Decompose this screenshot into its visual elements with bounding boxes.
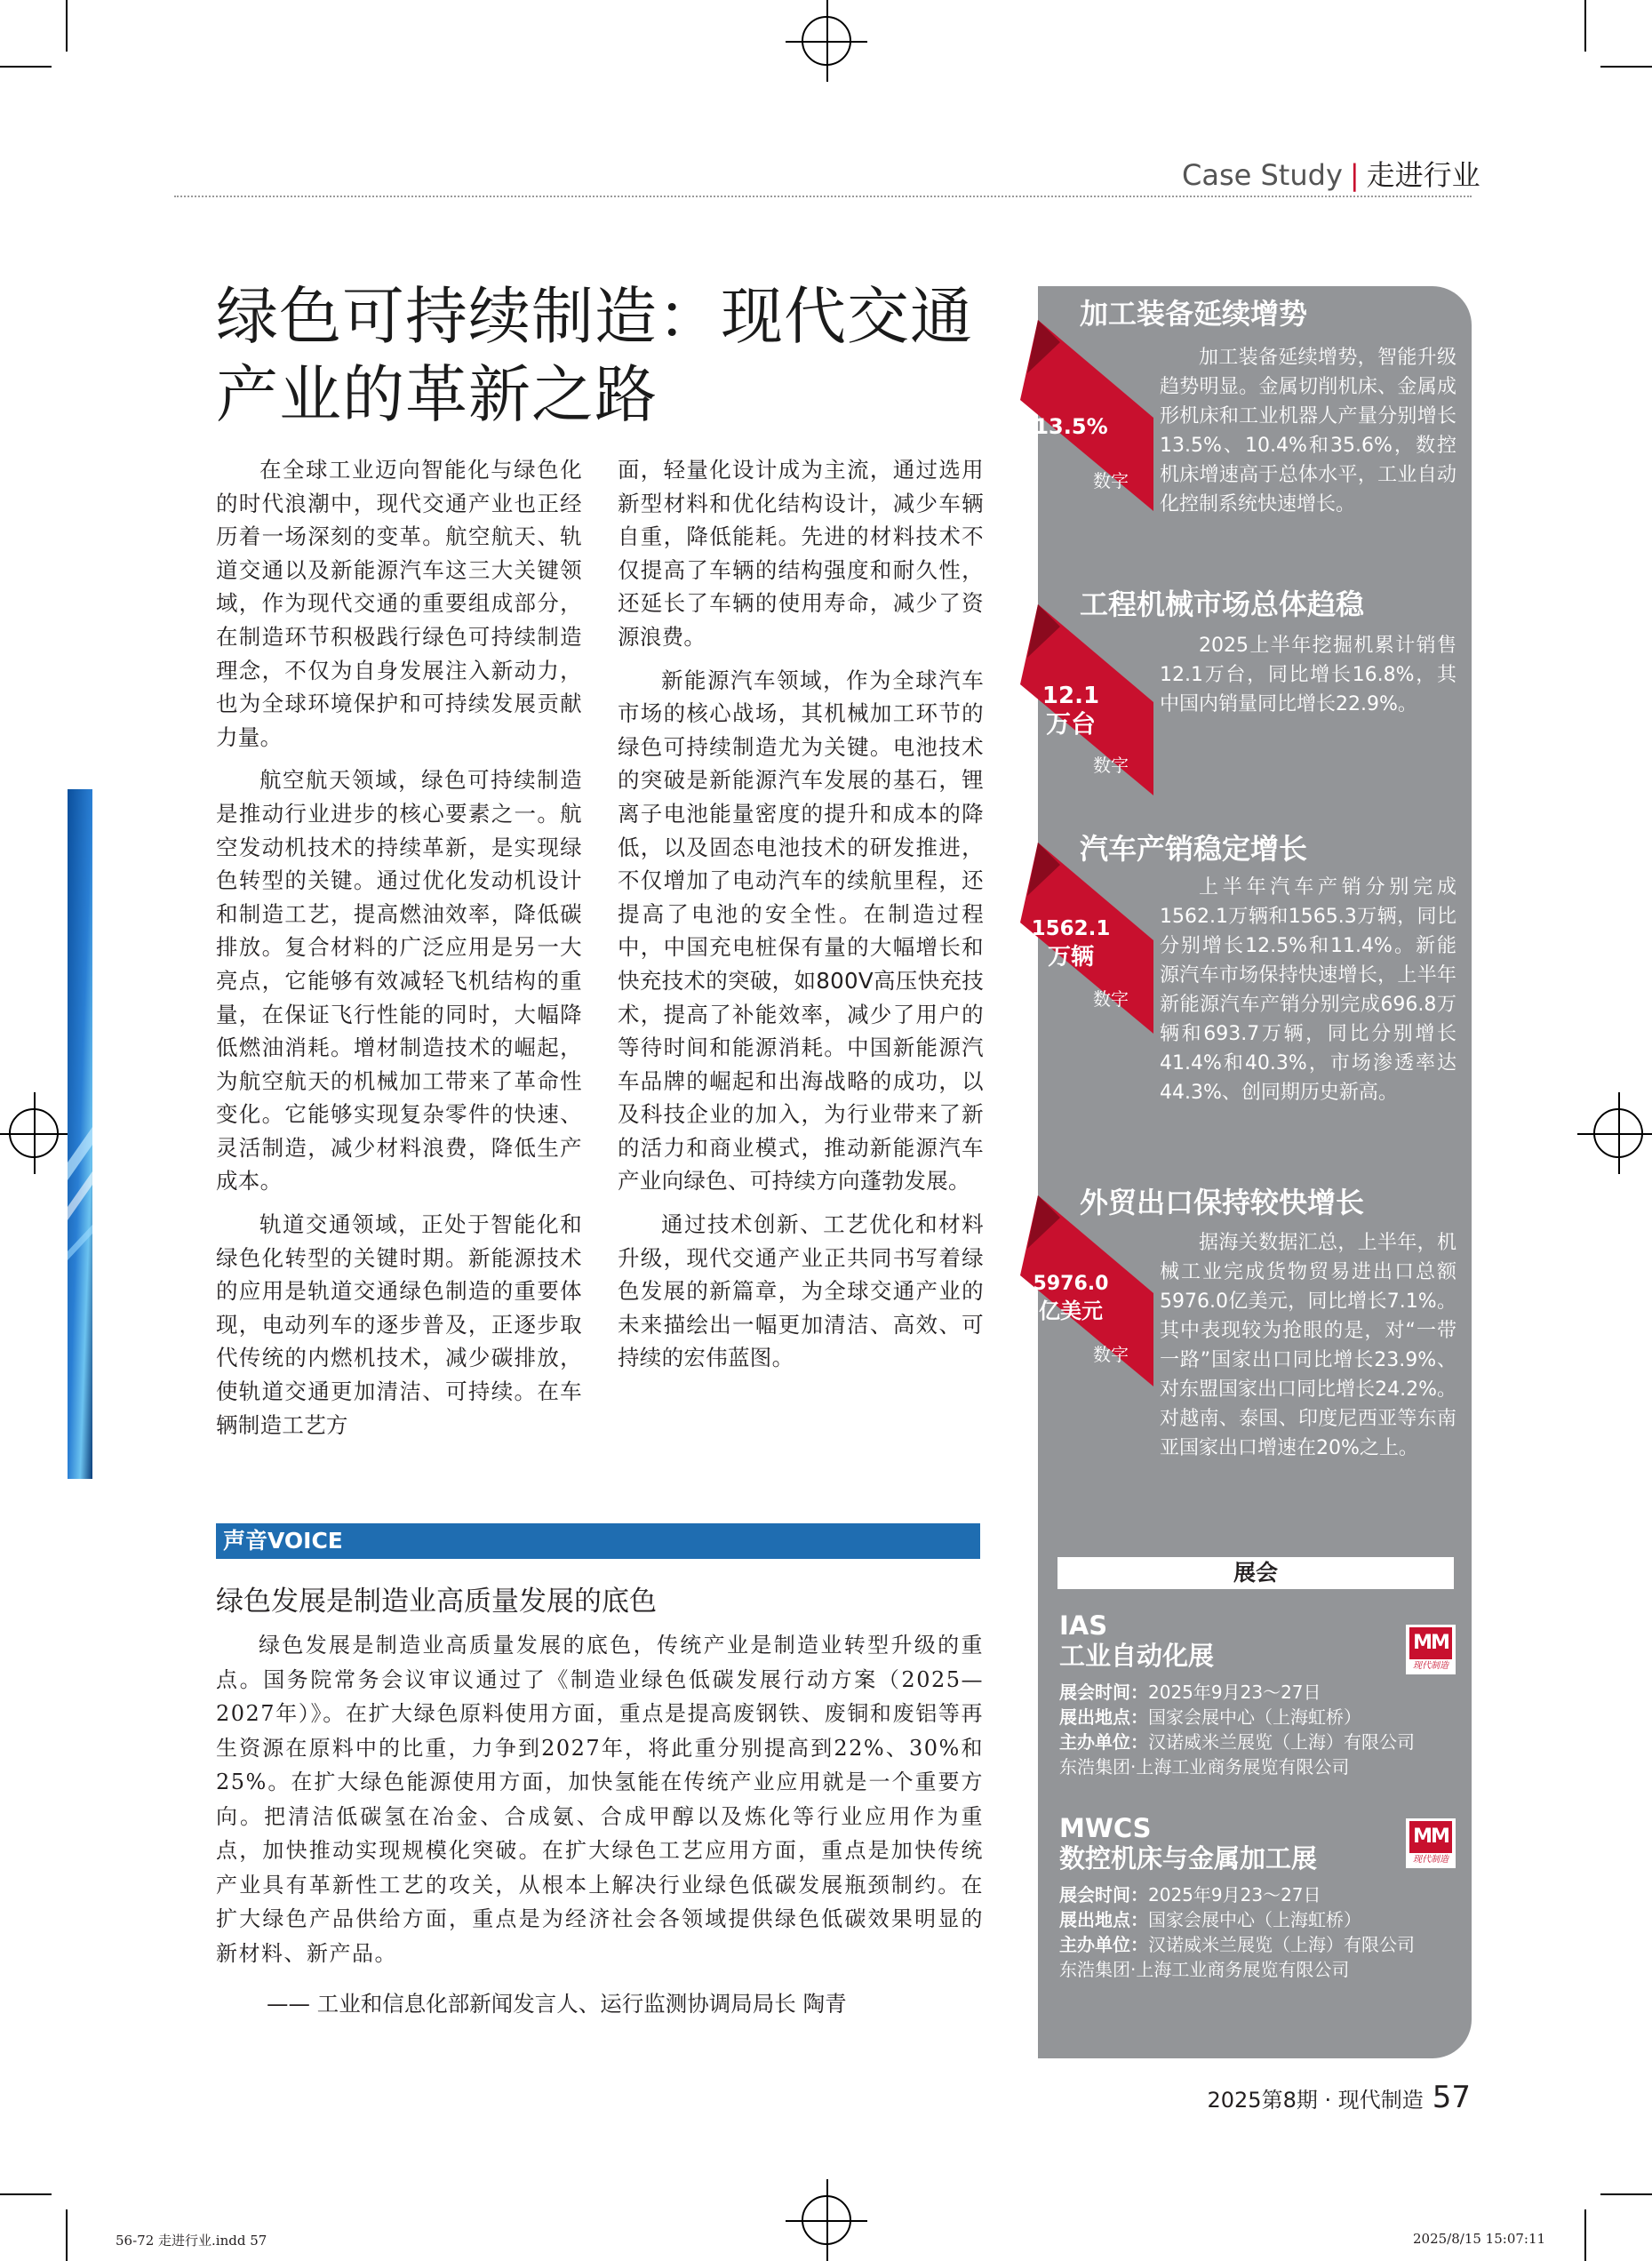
label: 展出地点：	[1059, 1909, 1148, 1930]
voice-label-bar: 声音VOICE	[216, 1523, 980, 1559]
badge-label: 数字	[1093, 1344, 1129, 1365]
registration-mark	[802, 2195, 851, 2245]
sidebar-paragraph: 2025上半年挖掘机累计销售12.1万台，同比增长16.8%，其中国内销量同比增长22.9%。	[1160, 635, 1456, 715]
sidebar-heading: 加工装备延续增势	[1080, 297, 1308, 331]
expo-name: 数控机床与金属加工展	[1059, 1843, 1318, 1874]
label: 主办单位：	[1059, 1934, 1148, 1955]
expo-abbr: MWCS	[1059, 1813, 1152, 1843]
case-study-label: Case Study	[1182, 158, 1343, 192]
expo-venue	[1059, 1705, 1459, 1730]
label: 展会时间：	[1059, 1884, 1148, 1905]
quote-paragraph: 绿色发展是制造业高质量发展的底色，传统产业是制造业转型升级的重点。国务院常务会议审议通过了《制造业绿色低碳发展行动方案（2025—2027年）》。在扩大绿色原料使用方面，重点是提高废钢铁、废铜和废铝等再生资源在原料中的比重，力争到2027年，将此重分别提高到22%、30%和25%。在扩大绿色能源使用方面，加快氢能在传统产业应用就是一个重要方向。把清洁低碳氢在冶金、合成氨、合成甲醇以及炼化等行业应用作为重点，加快推动实现规模化突破。在扩大绿色工艺应用方面，重点是加快传统产业具有革新性工艺的攻关，从根本上解决行业绿色低碳发展瓶颈制约。在扩大绿色产品供给方面，重点是为经济社会各领域提供绿色低碳效果明显的新材料、新产品。	[216, 1633, 984, 1966]
logo-mark: MM	[1409, 1627, 1452, 1659]
expo-organizer	[1059, 1932, 1459, 1957]
sidebar-heading: 汽车产销稳定增长	[1080, 832, 1308, 866]
title-line-1: 绿色可持续制造：现代交通	[216, 280, 973, 353]
value: 2025年9月23～27日	[1148, 1884, 1321, 1905]
mm-logo-icon	[1406, 1818, 1456, 1868]
issue-label: 2025第8期 · 现代制造	[1207, 2088, 1424, 2113]
page-number: 57	[1432, 2080, 1471, 2115]
label: 主办单位：	[1059, 1731, 1148, 1753]
badge-label: 数字	[1093, 470, 1129, 491]
print-slug-file: 56-72 走进行业.indd 57	[116, 2233, 267, 2249]
sidebar-text	[1160, 873, 1456, 1107]
header-dotted-rule	[174, 196, 1472, 197]
logo-subtitle: 现代制造	[1413, 1855, 1448, 1865]
paragraph: 通过技术创新、工艺优化和材料升级，现代交通产业正共同书写着绿色发展的新篇章，为全球交通产业的未来描绘出一幅更加清洁、高效、可持续的宏伟蓝图。	[618, 1211, 984, 1371]
value: 国家会展中心（上海虹桥）	[1148, 1706, 1361, 1728]
article-column-1	[216, 453, 582, 1451]
paragraph: 轨道交通领域，正处于智能化和绿色化转型的关键时期。新能源技术的应用是轨道交通绿色制造的重要体现，电动列车的逐步普及，正逐步取代传统的内燃机技术，减少碳排放，使轨道交通更加清洁、可持续。在车辆制造工艺方	[216, 1211, 582, 1438]
header-divider: |	[1349, 158, 1360, 192]
paragraph: 面，轻量化设计成为主流，通过选用新型材料和优化结构设计，减少车辆自重，降低能耗。先进的材料技术不仅提高了车辆的结构强度和耐久性，还延长了车辆的使用寿命，减少了资源浪费。	[618, 457, 984, 650]
logo-mark: MM	[1409, 1821, 1452, 1853]
expo-organizer-2: 东浩集团·上海工业商务展览有限公司	[1059, 1959, 1350, 1980]
section-header	[1182, 153, 1480, 196]
sidebar-text	[1160, 343, 1456, 519]
voice-source: —— 工业和信息化部新闻发言人、运行监测协调局局长 陶青	[267, 1991, 847, 2017]
crop-mark	[1584, 2209, 1586, 2261]
section-label: 走进行业	[1366, 158, 1480, 192]
badge-label: 数字	[1093, 755, 1129, 776]
value: 国家会展中心（上海虹桥）	[1148, 1909, 1361, 1930]
label: 展会时间：	[1059, 1682, 1148, 1703]
badge-unit: 万台	[1045, 709, 1096, 739]
crop-mark	[66, 2209, 68, 2261]
expo-venue	[1059, 1907, 1459, 1932]
expo-organizer	[1059, 1730, 1459, 1754]
badge-label: 数字	[1093, 988, 1129, 1010]
value: 汉诺威米兰展览（上海）有限公司	[1148, 1934, 1415, 1955]
expo-name: 工业自动化展	[1059, 1641, 1215, 1671]
expo-time	[1059, 1882, 1459, 1907]
registration-mark	[1593, 1108, 1643, 1158]
expo-abbr: IAS	[1059, 1610, 1108, 1641]
value: 2025年9月23～27日	[1148, 1682, 1321, 1703]
badge-value: 1562.1	[1031, 917, 1111, 940]
badge-unit: 亿美元	[1039, 1298, 1103, 1323]
sidebar-heading: 工程机械市场总体趋稳	[1080, 587, 1365, 621]
registration-mark	[9, 1108, 59, 1158]
badge-value: 13.5%	[1033, 414, 1108, 439]
decorative-image-strip	[68, 789, 92, 1479]
registration-mark	[802, 16, 851, 66]
voice-heading: 绿色发展是制造业高质量发展的底色	[216, 1586, 657, 1618]
voice-quote	[216, 1628, 984, 1970]
label: 展出地点：	[1059, 1706, 1148, 1728]
page-folio	[1151, 2080, 1471, 2115]
logo-subtitle: 现代制造	[1413, 1661, 1448, 1671]
article-title	[216, 277, 989, 434]
paragraph: 新能源汽车领域，作为全球汽车市场的核心战场，其机械加工环节的绿色可持续制造尤为关键。电池技术的突破是新能源汽车发展的基石，锂离子电池能量密度的提升和成本的降低，以及固态电池技术的研发推进，不仅增加了电动汽车的续航里程，还提高了电池的安全性。在制造过程中，中国充电桩保有量的大幅增长和快充技术的突破，如800V高压快充技术，提高了补能效率，减少了用户的等待时间和能源消耗。中国新能源汽车品牌的崛起和出海战略的成功，以及科技企业的加入，为行业带来了新的活力和商业模式，推动新能源汽车产业向绿色、可持续方向蓬勃发展。	[618, 667, 984, 1194]
mm-logo-icon	[1406, 1625, 1456, 1674]
paragraph: 在全球工业迈向智能化与绿色化的时代浪潮中，现代交通产业也正经历着一场深刻的变革。航空航天、轨道交通以及新能源汽车这三大关键领域，作为现代交通的重要组成部分，在制造环节积极践行绿色可持续制造理念，不仅为自身发展注入新动力，也为全球环境保护和可持续发展贡献力量。	[216, 457, 582, 750]
expo-time	[1059, 1680, 1459, 1705]
expo-organizer-2: 东浩集团·上海工业商务展览有限公司	[1059, 1756, 1350, 1778]
print-slug-date: 2025/8/15 15:07:11	[1413, 2231, 1546, 2247]
data-sidebar	[1038, 286, 1472, 2058]
crop-mark	[66, 0, 68, 52]
badge-unit: 万辆	[1047, 944, 1094, 971]
crop-mark	[0, 2193, 52, 2195]
value: 汉诺威米兰展览（上海）有限公司	[1148, 1731, 1415, 1753]
badge-value: 12.1	[1041, 683, 1100, 709]
crop-mark	[1600, 2193, 1652, 2195]
expo-heading: 展会	[1057, 1557, 1454, 1589]
paragraph: 航空航天领域，绿色可持续制造是推动行业进步的核心要素之一。航空发动机技术的持续革新，是实现绿色转型的关键。通过优化发动机设计和制造工艺，提高燃油效率，降低碳排放。复合材料的广泛应用是另一大亮点，它能够有效减轻飞机结构的重量，在保证飞行性能的同时，大幅降低燃油消耗。增材制造技术的崛起，为航空航天的机械加工带来了革命性变化。它能够实现复杂零件的快速、灵活制造，减少材料浪费，降低生产成本。	[216, 767, 582, 1194]
sidebar-paragraph: 据海关数据汇总，上半年，机械工业完成货物贸易进出口总额5976.0亿美元，同比增长7.1%。其中表现较为抢眼的是，对“一带一路”国家出口同比增长23.9%、对东盟国家出口同比增长24.2%。对越南、泰国、印度尼西亚等东南亚国家出口增速在20%之上。	[1160, 1232, 1456, 1459]
badge-value: 5976.0	[1033, 1273, 1109, 1295]
sidebar-paragraph: 上半年汽车产销分别完成1562.1万辆和1565.3万辆，同比分别增长12.5%和11.4%。新能源汽车市场保持快速增长，上半年新能源汽车产销分别完成696.8万辆和693.7万辆，同比分别增长41.4%和40.3%，市场渗透率达44.3%、创同期历史新高。	[1160, 876, 1456, 1104]
crop-mark	[1600, 66, 1652, 68]
article-column-2	[618, 453, 984, 1385]
crop-mark	[1584, 0, 1586, 52]
sidebar-text	[1160, 1228, 1456, 1463]
title-line-2: 产业的革新之路	[216, 358, 658, 431]
crop-mark	[0, 66, 52, 68]
sidebar-text	[1160, 631, 1456, 719]
sidebar-paragraph: 加工装备延续增势，智能升级趋势明显。金属切削机床、金属成形机床和工业机器人产量分别增长13.5%、10.4%和35.6%，数控机床增速高于总体水平，工业自动化控制系统快速增长。	[1160, 347, 1456, 515]
sidebar-heading: 外贸出口保持较快增长	[1080, 1186, 1365, 1219]
